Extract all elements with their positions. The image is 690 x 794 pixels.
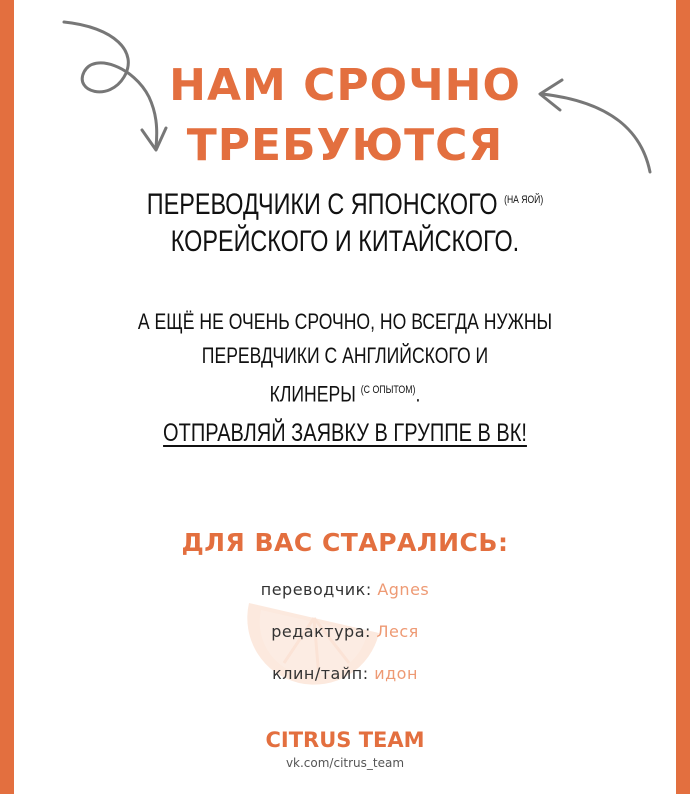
wanted-line-2: КОРЕЙСКОГО И КИТАЙСКОГО.	[170, 225, 520, 258]
headline-line-2: ТРЕБУЮТСЯ	[186, 120, 504, 171]
secondary-line-3	[80, 373, 610, 411]
team-name: CITRUS TEAM	[265, 728, 425, 752]
credit-translator	[14, 580, 676, 599]
credit-role: клин/тайп:	[272, 664, 369, 683]
secondary-line-3-text: КЛИНЕРЫ	[269, 381, 356, 407]
wanted-line-1-note: (НА ЯОЙ)	[504, 194, 544, 206]
headline-line-1: НАМ СРОЧНО	[169, 60, 521, 111]
citrus-slice-icon	[239, 588, 389, 708]
cta-text: ОТПРАВЛЯЙ ЗАЯВКУ В ГРУППЕ В ВК!	[163, 419, 527, 447]
credit-name: идон	[374, 664, 418, 683]
credits-title: ДЛЯ ВАС СТАРАЛИСЬ:	[181, 528, 509, 557]
credit-role: переводчик:	[260, 580, 372, 599]
credit-editor	[14, 622, 676, 641]
secondary-line-3-note: (С ОПЫТОМ)	[360, 384, 416, 396]
team-link[interactable]: vk.com/citrus_team	[285, 756, 405, 770]
credit-name: Agnes	[377, 580, 430, 599]
credit-role: редактура:	[271, 622, 371, 641]
secondary-line-2: ПЕРЕВДЧИКИ С АНГЛИЙСКОГО И	[201, 343, 489, 368]
credit-cleaner	[14, 664, 676, 683]
page	[14, 0, 676, 794]
credit-name: Леся	[376, 622, 419, 641]
wanted-line-1-text: ПЕРЕВОДЧИКИ С ЯПОНСКОГО	[146, 188, 498, 221]
secondary-line-3-end: .	[415, 381, 421, 407]
secondary-line-1: А ЕЩЁ НЕ ОЧЕНЬ СРОЧНО, НО ВСЕГДА НУЖНЫ	[137, 309, 553, 334]
